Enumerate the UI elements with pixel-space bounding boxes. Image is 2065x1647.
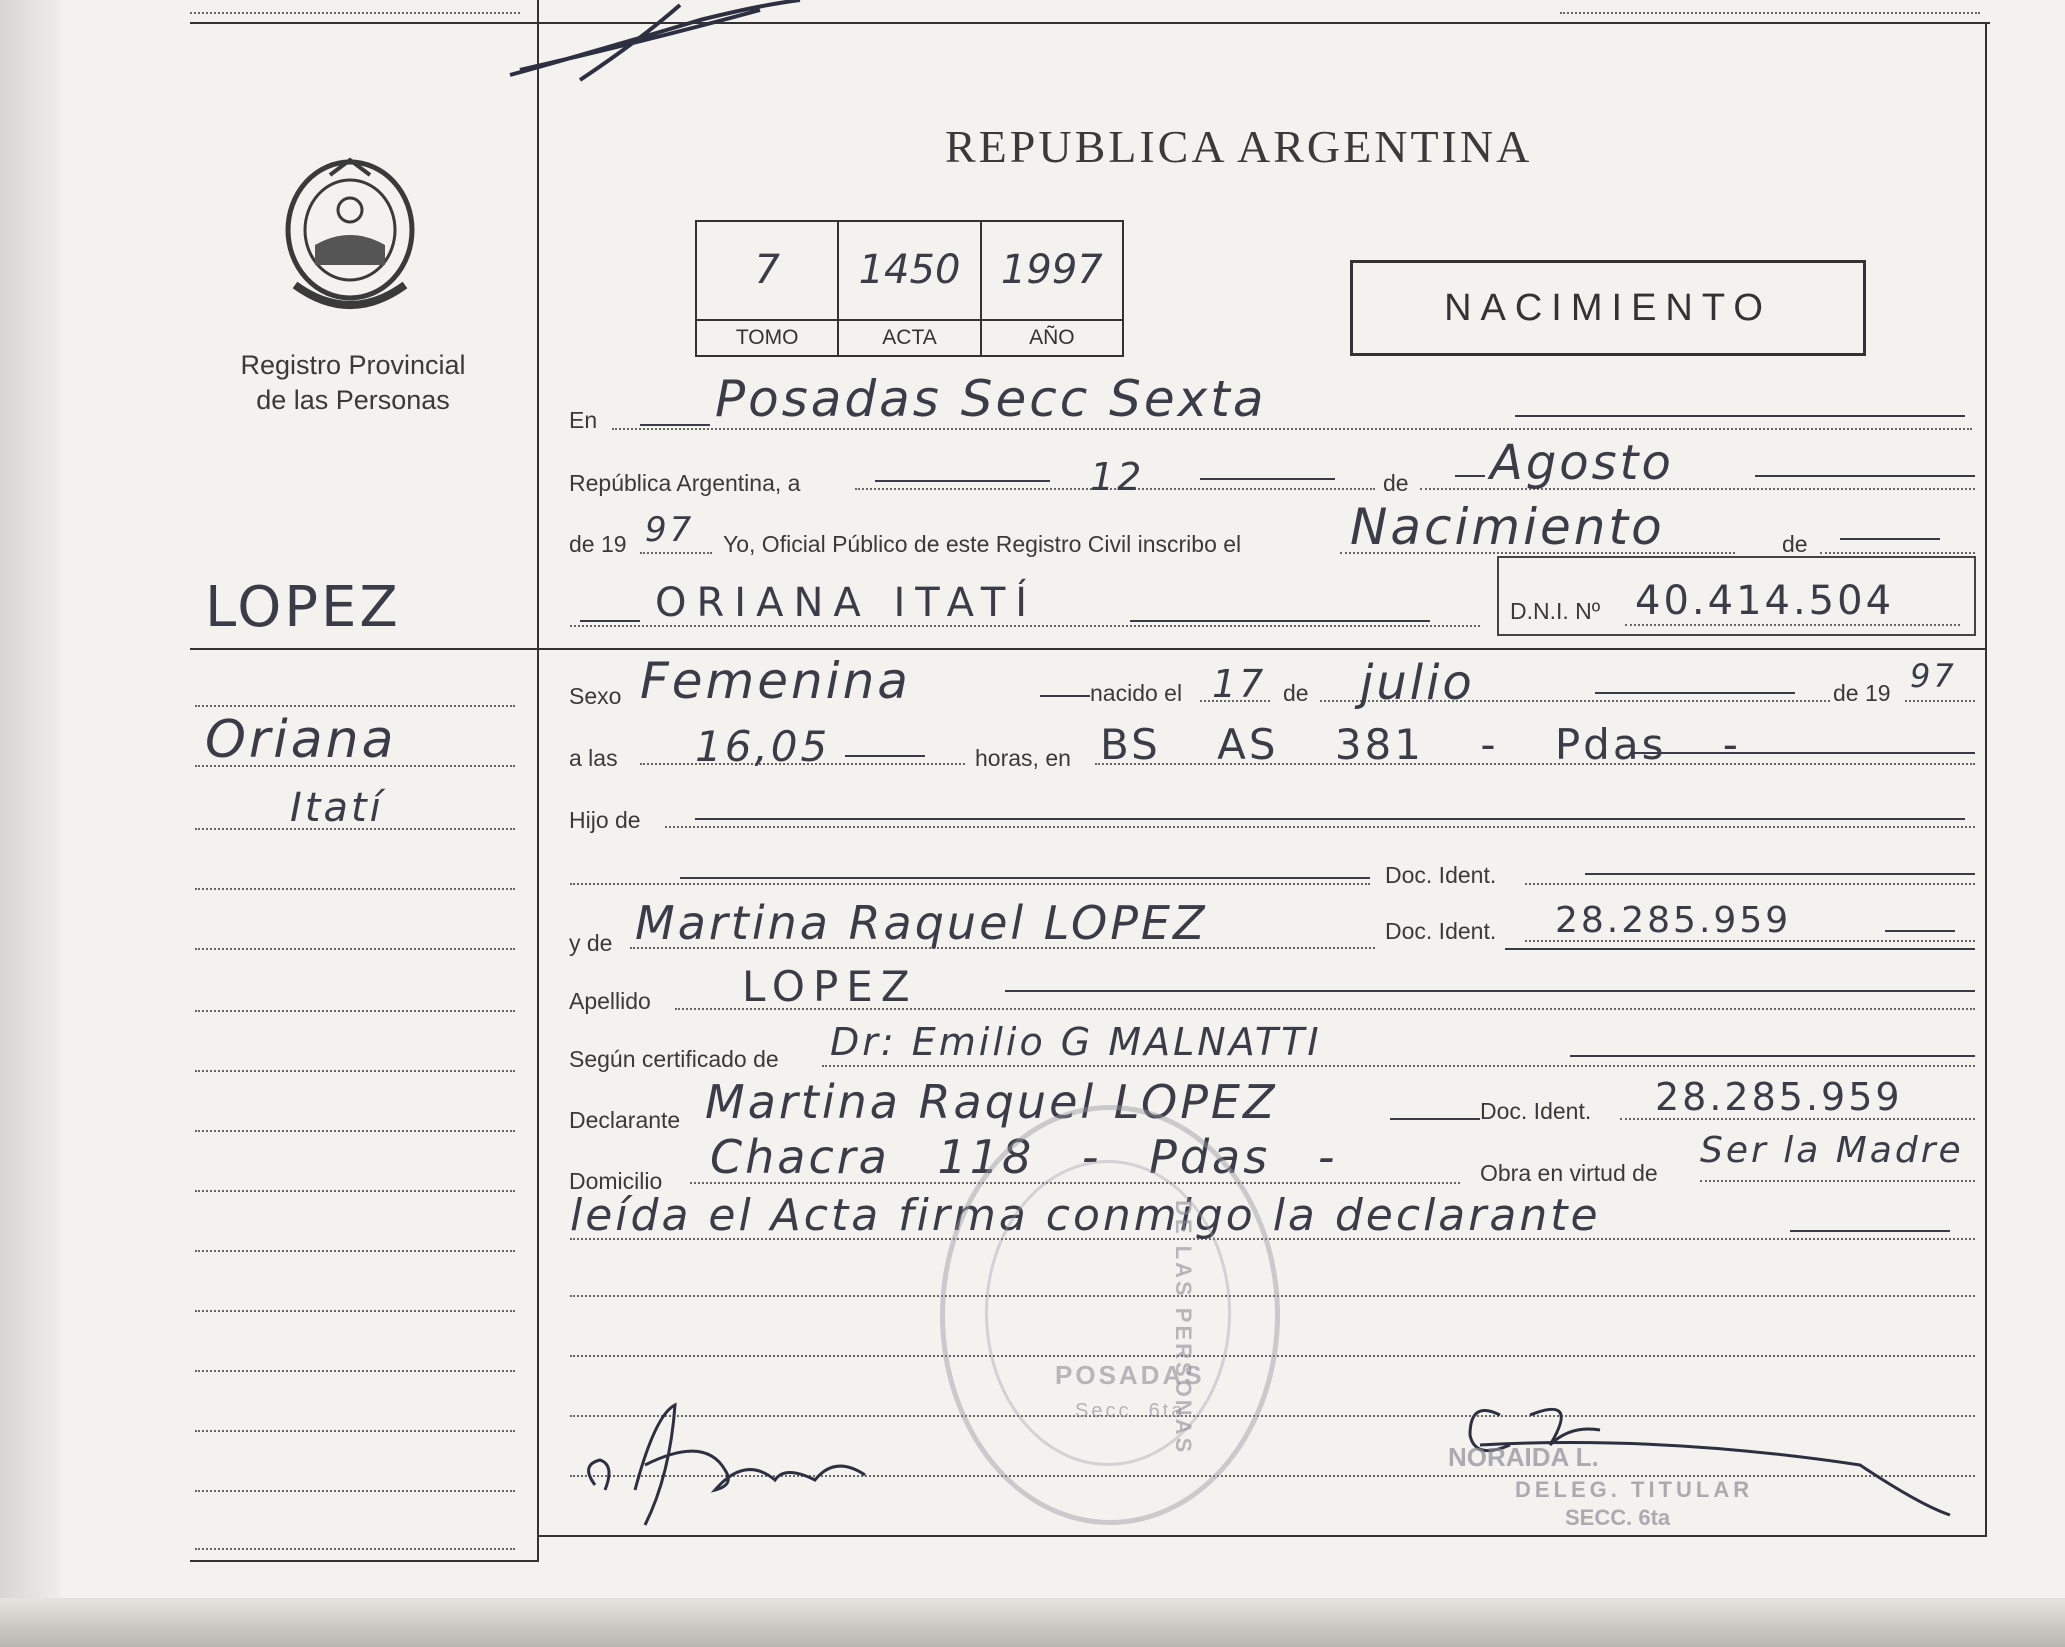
father-doc-line (570, 883, 1370, 885)
filler-dash (1040, 695, 1090, 697)
margin-dotted-line (195, 1130, 515, 1132)
doc-ident-label-3: Doc. Ident. (1480, 1098, 1592, 1124)
page-bottom-edge (0, 1598, 2065, 1647)
stamp-text-section: Secc. 6ta (1075, 1400, 1186, 1422)
dni-line (1625, 624, 1960, 626)
filler-dash (695, 818, 1965, 820)
margin-dotted-line (195, 1370, 515, 1372)
mother-name: Martina Raquel LOPEZ (635, 896, 1208, 950)
day-value: 12 (1090, 455, 1145, 499)
acta-cell (839, 222, 981, 355)
filler-dash (680, 877, 1370, 879)
de-after-label: de (1782, 531, 1808, 557)
filler-dash (1630, 752, 1975, 754)
tomo-value: 7 (754, 247, 780, 293)
doc-ident-label: Doc. Ident. (1385, 862, 1497, 888)
horas-en-label: horas, en (975, 745, 1071, 771)
filler-dash (1200, 478, 1335, 480)
top-dotted-line (190, 12, 520, 14)
y-de-label: y de (569, 930, 613, 956)
obra-value: Ser la Madre (1700, 1130, 1964, 1171)
acta-value: 1450 (858, 247, 961, 293)
filler-dash (580, 620, 640, 622)
sexo-label: Sexo (569, 683, 622, 709)
page-binding-shadow (0, 0, 60, 1647)
inscribo-value: Nacimiento (1350, 498, 1665, 556)
de-year-label: de 19 (569, 531, 627, 557)
margin-given-name-2: Itatí (290, 785, 384, 831)
certificado-line (822, 1065, 1975, 1067)
hijo-label: Hijo de (569, 807, 641, 833)
margin-dotted-line (195, 1250, 515, 1252)
declarante-doc: 28.285.959 (1655, 1075, 1903, 1119)
page-title: REPUBLICA ARGENTINA (945, 121, 1533, 172)
margin-dotted-line (195, 1490, 515, 1492)
margin-dotted-line (195, 1070, 515, 1072)
stamp-text-side: DE LAS PERSONAS (1171, 1200, 1196, 1456)
filler-dash (1005, 990, 1975, 992)
birth-year: 97 (1910, 657, 1957, 695)
anio-value: 1997 (1000, 247, 1103, 293)
filler-dash (845, 755, 925, 757)
margin-given-name-1: Oriana (205, 710, 397, 770)
en-value: Posadas Secc Sexta (715, 370, 1267, 428)
doc-ident-label-2: Doc. Ident. (1385, 918, 1497, 944)
filler-dash (1585, 873, 1975, 875)
margin-dotted-line (195, 948, 515, 950)
margin-dotted-line (195, 1190, 515, 1192)
declarant-signature-icon (575, 1395, 885, 1545)
hora-value: 16,05 (695, 722, 831, 771)
titular-stamp-name: NORAIDA L. (1448, 1442, 1599, 1472)
filler-dash (1505, 948, 1975, 950)
de-after-line (1820, 552, 1975, 554)
year-line (640, 552, 712, 554)
month-value: Agosto (1490, 435, 1674, 491)
tomo-label: TOMO (697, 319, 837, 355)
titular-stamp-section: SECC. 6ta (1565, 1505, 1671, 1530)
de-label-2: de (1283, 680, 1309, 706)
apellido-value: LOPEZ (742, 962, 918, 1011)
filler-dash (1515, 415, 1965, 417)
top-rule (190, 22, 1990, 24)
margin-dotted-line (195, 1430, 515, 1432)
obra-label: Obra en virtud de (1480, 1160, 1658, 1186)
en-line (612, 428, 1972, 430)
registry-name-line2: de las Personas (256, 385, 450, 415)
section-rule (190, 648, 1987, 650)
birth-year-line (1905, 700, 1975, 702)
margin-dotted-line (195, 888, 515, 890)
anio-cell (982, 222, 1122, 355)
filler-dash (1130, 620, 1430, 622)
de-19-label: de 19 (1833, 680, 1891, 706)
de-label: de (1383, 470, 1409, 496)
segun-label: Según certificado de (569, 1046, 779, 1072)
father-doc-number-line (1525, 883, 1975, 885)
margin-dotted-line (195, 1310, 515, 1312)
registry-name-line1: Registro Provincial (240, 350, 466, 380)
register-table (695, 220, 1124, 357)
round-stamp (940, 1105, 1280, 1525)
lugar-value: BS AS 381 - Pdas - (1100, 720, 1741, 769)
filler-dash (875, 480, 1050, 482)
hijo-line (665, 826, 1975, 828)
dni-value: 40.414.504 (1635, 578, 1895, 624)
margin-dotted-line (195, 1548, 515, 1550)
mother-doc: 28.285.959 (1555, 900, 1792, 941)
margin-dotted-line (195, 828, 515, 830)
republica-label: República Argentina, a (569, 470, 801, 496)
filler-dash (1840, 538, 1940, 540)
certificado-value: Dr: Emilio G MALNATTI (830, 1020, 1322, 1064)
domicilio-label: Domicilio (569, 1168, 663, 1194)
note-line: leída el Acta firma conmigo la declarante (570, 1190, 1601, 1241)
margin-surname: LOPEZ (205, 575, 401, 640)
child-name: ORIANA ITATÍ (655, 580, 1038, 626)
en-label: En (569, 407, 598, 433)
year-value: 97 (645, 510, 695, 550)
margin-dotted-line (195, 1010, 515, 1012)
act-type-box: NACIMIENTO (1350, 260, 1866, 356)
filler-dash (1455, 475, 1485, 477)
domicilio-value: Chacra 118 - Pdas - (710, 1130, 1338, 1184)
dni-label: D.N.I. Nº (1510, 598, 1601, 624)
filler-dash (1595, 692, 1795, 694)
birth-day: 17 (1212, 662, 1267, 706)
margin-dotted-line (195, 705, 515, 707)
top-partial-signature-icon (500, 0, 920, 90)
apellido-label: Apellido (569, 988, 651, 1014)
tomo-cell (697, 222, 839, 355)
misiones-seal-icon (275, 155, 425, 320)
a-las-label: a las (569, 745, 618, 771)
filler-dash (1390, 1118, 1480, 1120)
right-frame (1985, 22, 1987, 1537)
column-divider (537, 0, 539, 1562)
birth-day-line (1200, 700, 1270, 702)
nacido-label: nacido el (1090, 680, 1183, 706)
filler-dash (1790, 1230, 1950, 1232)
filler-dash (1885, 930, 1955, 932)
acta-label: ACTA (839, 319, 979, 355)
margin-dotted-line (195, 765, 515, 767)
birth-month: julio (1360, 655, 1475, 711)
filler-dash (640, 424, 710, 426)
titular-stamp-role: DELEG. TITULAR (1515, 1477, 1754, 1502)
top-dotted-line-right (1560, 12, 1980, 14)
sexo-value: Femenina (640, 652, 911, 710)
filler-dash (1755, 475, 1975, 477)
declarante-value: Martina Raquel LOPEZ (705, 1075, 1278, 1129)
declarante-label: Declarante (569, 1107, 681, 1133)
stamp-text-city: POSADAS (1055, 1360, 1205, 1390)
oficial-text: Yo, Oficial Público de este Registro Civil inscribo el (723, 531, 1242, 557)
anio-label: AÑO (982, 319, 1122, 355)
obra-line (1700, 1180, 1975, 1182)
filler-dash (1570, 1055, 1975, 1057)
bottom-rule-left (190, 1560, 539, 1562)
